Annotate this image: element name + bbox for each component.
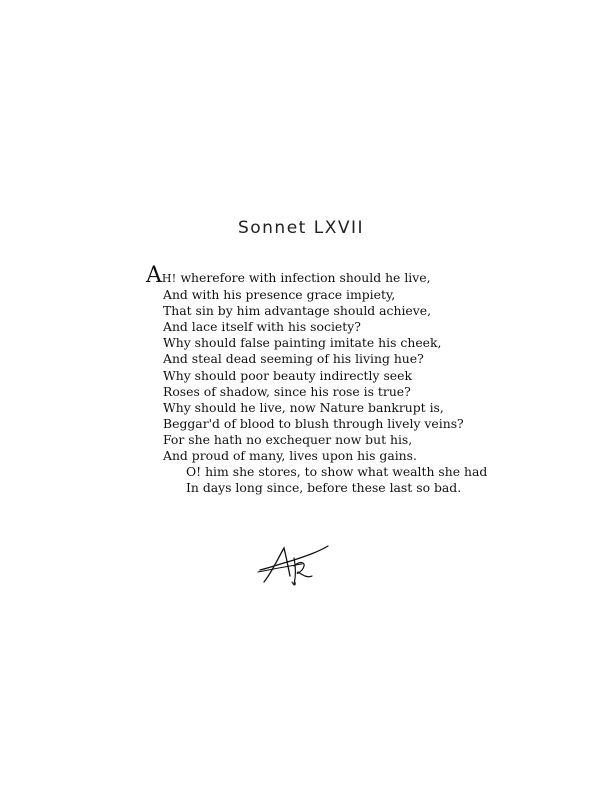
poem-line-3: That sin by him advantage should achieve, xyxy=(163,303,432,319)
poem-line-1 xyxy=(146,263,476,288)
signature-mark xyxy=(254,542,334,592)
poem-line-10: Beggar'd of blood to blush through lively veins? xyxy=(163,415,464,431)
poem-line-5: Why should false painting imitate his cheek, xyxy=(163,335,442,351)
drop-cap: A xyxy=(146,263,162,288)
poem-line-4: And lace itself with his society? xyxy=(163,319,361,335)
poem-body xyxy=(146,263,488,496)
poem-line-7: Why should poor beauty indirectly seek xyxy=(163,367,412,383)
poem-line-12: And proud of many, lives upon his gains. xyxy=(163,448,417,464)
poem-line-1-text: wherefore with infection should he live, xyxy=(176,270,431,285)
poem-line-11: For she hath no exchequer now but his, xyxy=(163,431,413,447)
poem-line-15: In days long since, before these last so bad. xyxy=(186,480,462,496)
small-caps: H! xyxy=(161,272,177,285)
poem-line-8: Roses of shadow, since his rose is true? xyxy=(163,383,411,399)
poem-line-2: And with his presence grace impiety, xyxy=(163,287,396,303)
poem-line-6: And steal dead seeming of his living hue? xyxy=(163,351,424,367)
poem-line-9: Why should he live, now Nature bankrupt is, xyxy=(163,399,444,415)
poem-line-14: O! him she stores, to show what wealth she had xyxy=(186,464,488,480)
page-title: Sonnet LXVII xyxy=(237,218,365,238)
